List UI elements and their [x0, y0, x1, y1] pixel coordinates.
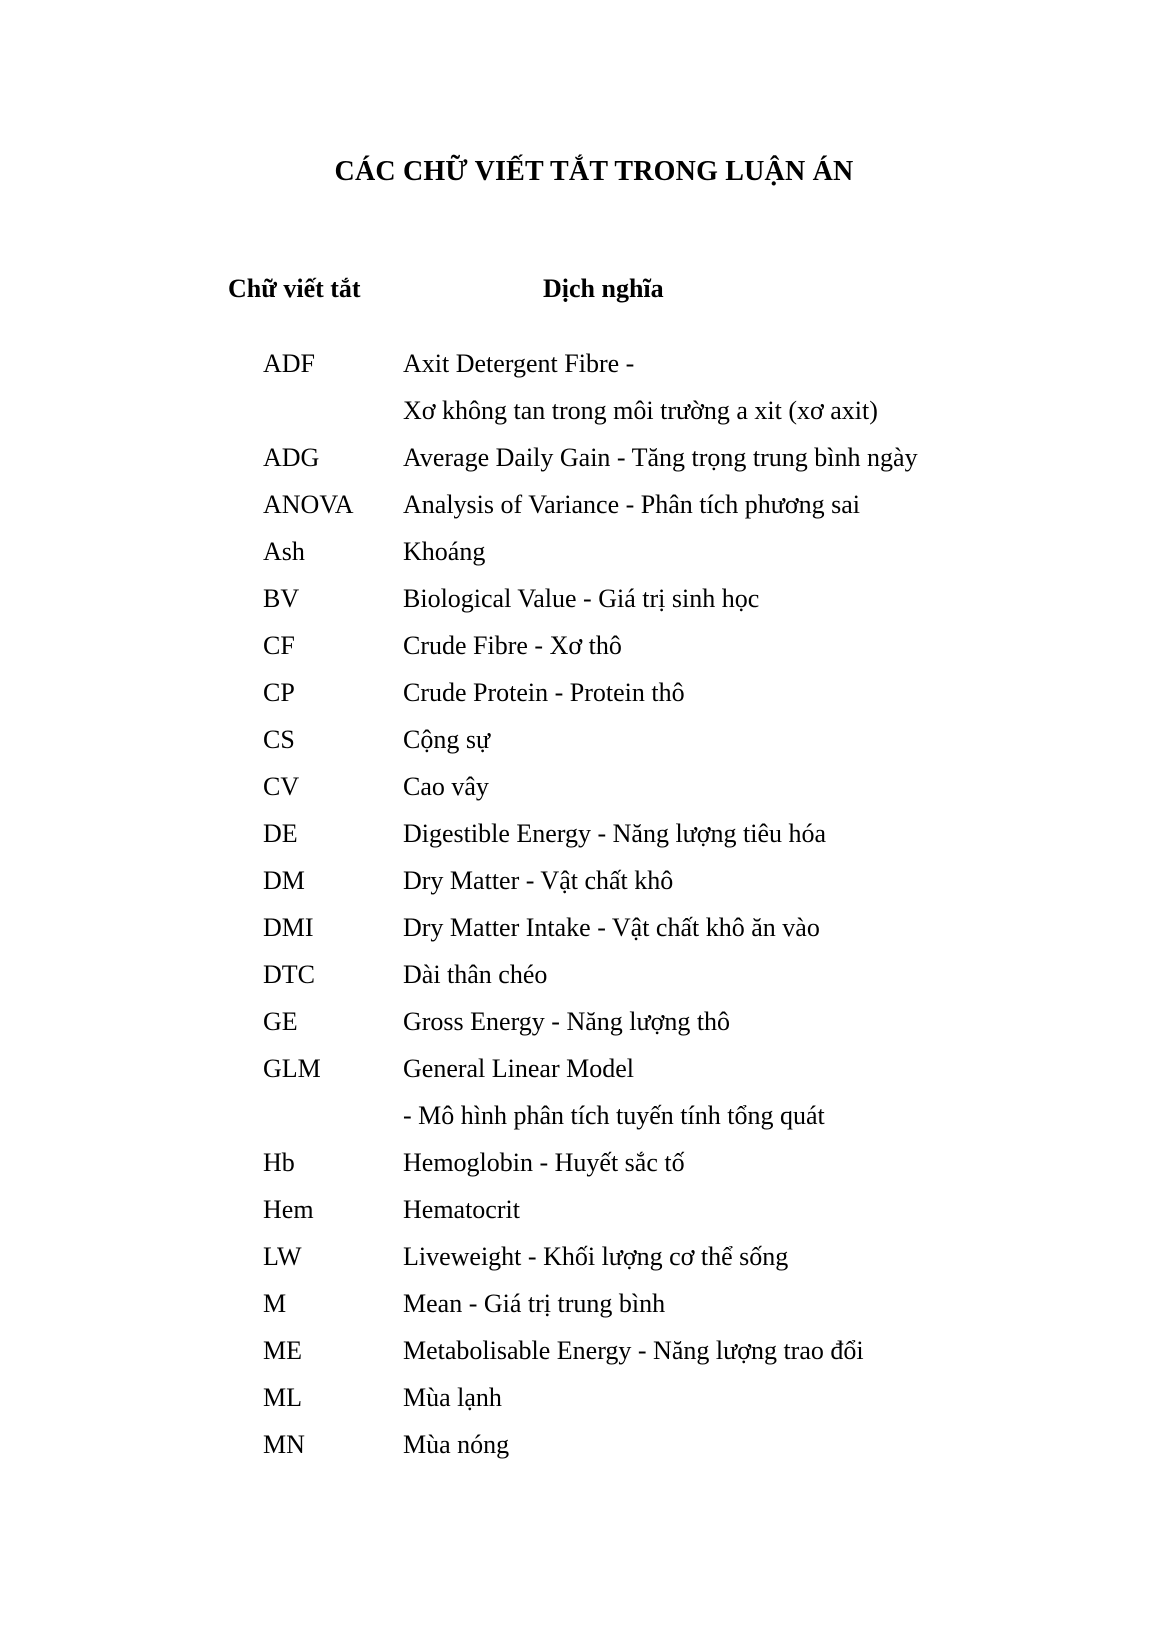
meaning: Axit Detergent Fibre - [403, 349, 635, 378]
meaning: Mean - Giá trị trung bình [403, 1289, 666, 1318]
list-item [0, 810, 1158, 857]
meaning: Digestible Energy - Năng lượng tiêu hóa [403, 819, 827, 848]
meaning: Analysis of Variance - Phân tích phương sai [403, 490, 860, 519]
list-item [0, 998, 1158, 1045]
meaning: Hematocrit [403, 1195, 520, 1224]
meaning: Biological Value - Giá trị sinh học [403, 584, 760, 613]
meaning: - Mô hình phân tích tuyến tính tổng quát [403, 1101, 825, 1130]
abbreviation: GLM [263, 1054, 321, 1083]
list-item [0, 434, 1158, 481]
abbreviation: DE [263, 819, 298, 848]
abbreviation: CS [263, 725, 295, 754]
list-item [0, 528, 1158, 575]
list-item [0, 669, 1158, 716]
meaning: Liveweight - Khối lượng cơ thể sống [403, 1242, 789, 1271]
list-item [0, 1233, 1158, 1280]
meaning-column-header: Dịch nghĩa [543, 274, 664, 303]
list-item [0, 340, 1158, 387]
meaning: Dài thân chéo [403, 960, 548, 989]
abbreviation: Hem [263, 1195, 314, 1224]
list-item [0, 763, 1158, 810]
list-item [0, 481, 1158, 528]
list-item [0, 1421, 1158, 1468]
abbreviation: BV [263, 584, 300, 613]
list-item [0, 1139, 1158, 1186]
meaning: Cộng sự [403, 725, 491, 754]
abbreviation: LW [263, 1242, 302, 1271]
abbreviation: DTC [263, 960, 315, 989]
meaning: Hemoglobin - Huyết sắc tố [403, 1148, 685, 1177]
list-item [0, 857, 1158, 904]
meaning: Crude Protein - Protein thô [403, 678, 685, 707]
abbreviation-list [0, 340, 1158, 1468]
list-item [0, 622, 1158, 669]
meaning: Cao vây [403, 772, 489, 801]
abbreviation: ADF [263, 349, 316, 378]
meaning: Crude Fibre - Xơ thô [403, 631, 622, 660]
list-item [0, 575, 1158, 622]
meaning: Mùa lạnh [403, 1383, 502, 1412]
meaning: Dry Matter Intake - Vật chất khô ăn vào [403, 913, 820, 942]
abbreviation: Ash [263, 537, 305, 566]
abbreviation: ADG [263, 443, 320, 472]
list-item [0, 387, 1158, 434]
meaning: Khoáng [403, 537, 486, 566]
list-item [0, 1327, 1158, 1374]
abbreviation: M [263, 1289, 287, 1318]
meaning: Metabolisable Energy - Năng lượng trao đổi [403, 1336, 864, 1365]
list-item [0, 904, 1158, 951]
meaning: Gross Energy - Năng lượng thô [403, 1007, 731, 1036]
abbreviation: GE [263, 1007, 298, 1036]
meaning: Xơ không tan trong môi trường a xit (xơ axit) [403, 396, 878, 425]
abbreviation: CP [263, 678, 295, 707]
meaning: Dry Matter - Vật chất khô [403, 866, 674, 895]
page-title: CÁC CHỮ VIẾT TẮT TRONG LUẬN ÁN [334, 156, 854, 187]
list-item [0, 716, 1158, 763]
list-item [0, 1045, 1158, 1092]
abbreviation: MN [263, 1430, 305, 1459]
list-item [0, 1280, 1158, 1327]
abbreviation: ME [263, 1336, 302, 1365]
abbreviation-column-header: Chữ viết tắt [228, 274, 361, 303]
list-item [0, 1374, 1158, 1421]
meaning: Mùa nóng [403, 1430, 510, 1459]
abbreviation: CV [263, 772, 300, 801]
abbreviation: DMI [263, 913, 314, 942]
list-item [0, 951, 1158, 998]
meaning: Average Daily Gain - Tăng trọng trung bình ngày [403, 443, 918, 472]
list-item [0, 1092, 1158, 1139]
list-item [0, 1186, 1158, 1233]
abbreviation: Hb [263, 1148, 295, 1177]
abbreviation: CF [263, 631, 295, 660]
abbreviation: DM [263, 866, 305, 895]
abbreviation: ANOVA [263, 490, 354, 519]
meaning: General Linear Model [403, 1054, 635, 1083]
abbreviation: ML [263, 1383, 302, 1412]
